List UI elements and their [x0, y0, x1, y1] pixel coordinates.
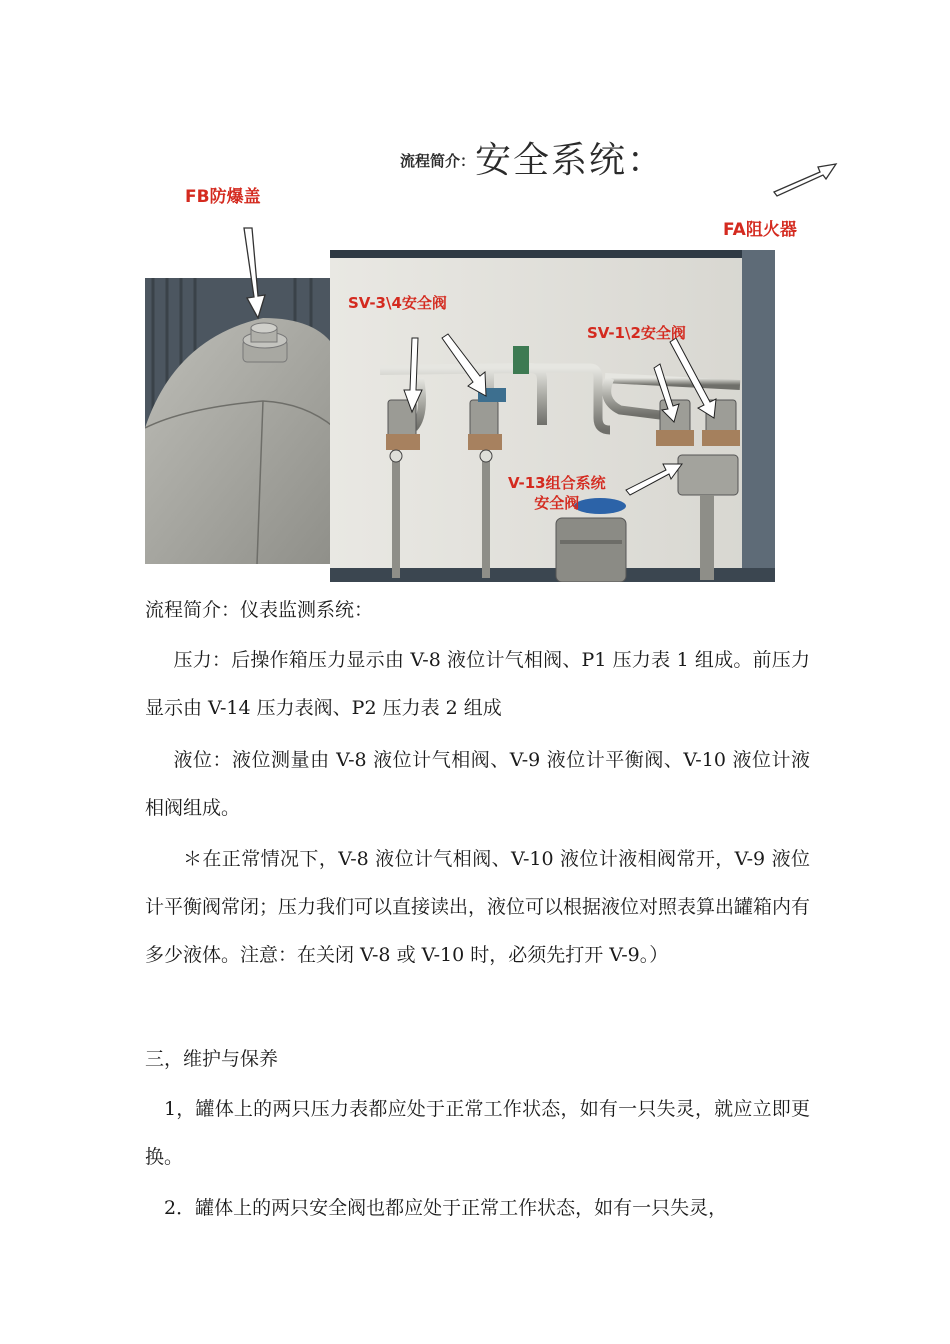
- maintenance-item-2: 2．罐体上的两只安全阀也都应处于正常工作状态，如有一只失灵，: [164, 1197, 728, 1219]
- heading-instruments: 流程简介：仪表监测系统：: [145, 599, 374, 621]
- callout-v13-line1: V-13组合系统: [508, 474, 606, 492]
- callout-sv12: SV-1\2安全阀: [587, 324, 686, 342]
- callout-v13-line2: 安全阀: [534, 494, 580, 512]
- figure-title-main: 安全系统：: [475, 140, 666, 181]
- paragraph-note: ＊在正常情况下，V-8 液位计气相阀、V-10 液位计液相阀常开，V-9 液位计平衡阀常闭；压力我们可以直接读出，液位可以根据液位对照表算出罐箱内有多少液体。注意：在关闭 V-8 或 V-10 时，必须先打开 V-9。）: [145, 848, 811, 966]
- callout-fb: FB防爆盖: [185, 187, 261, 207]
- paragraph-level: 液位：液位测量由 V-8 液位计气相阀、V-9 液位计平衡阀、V-10 液位计液相阀组成。: [145, 749, 810, 819]
- fb-pointer-arrow: [238, 226, 272, 322]
- figure-title: [400, 132, 665, 183]
- callout-v13: [508, 473, 606, 513]
- callout-fa: FA阻火器: [723, 220, 797, 240]
- figure-title-prefix: 流程简介：: [400, 152, 476, 170]
- paragraph-pressure: 压力：后操作箱压力显示由 V-8 液位计气相阀、P1 压力表 1 组成。前压力显示由 V-14 压力表阀、P2 压力表 2 组成: [145, 649, 810, 719]
- callout-sv34: SV-3\4安全阀: [348, 294, 447, 312]
- maintenance-item-1: 1，罐体上的两只压力表都应处于正常工作状态，如有一只失灵，就应立即更换。: [145, 1098, 810, 1168]
- fa-pointer-arrow: [770, 160, 840, 200]
- heading-maintenance: 三，维护与保养: [145, 1048, 279, 1070]
